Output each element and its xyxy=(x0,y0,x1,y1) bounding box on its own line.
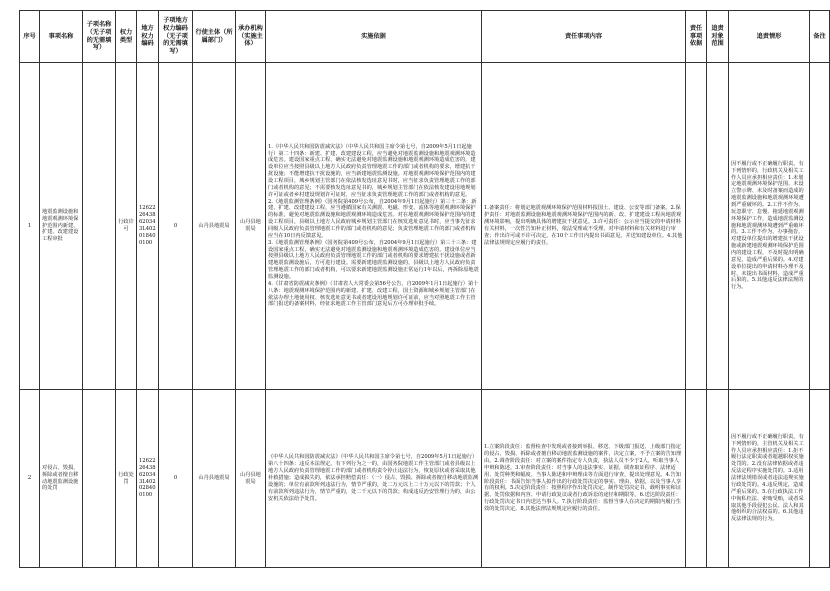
header-remark: 备注 xyxy=(810,11,830,63)
header-duty-basis: 责任事项依据 xyxy=(686,11,707,63)
header-power-type: 权力类型 xyxy=(116,11,137,63)
cell-scope xyxy=(707,63,729,390)
cell-remark xyxy=(810,63,830,390)
header-subject: 行使主体（所属部门） xyxy=(193,11,236,63)
cell-sub-code: 0 xyxy=(159,390,193,568)
cell-org: 山丹县地震局 xyxy=(236,63,266,390)
header-local-code: 地方权力编码 xyxy=(137,11,159,63)
header-seq: 序号 xyxy=(20,11,40,63)
header-sub-item: 子项名称（无子项的无需填写） xyxy=(83,11,116,63)
cell-duty: 1.备案责任：将划定地震观测环境保护范围材料报国土、建设、公安等部门备案。2.保护责任：对地震监测设施和地震观测环境保护范围内的新、改、扩建建设工程向地震观测环境影响，提出明确具体的增建抗干扰意见。3.许可责任：公示应当提交的申请材料有关材料，一次性告知补正材料，依法受理或不受理，对申请材料和有关材料进行审查；作出许可或不许可决定。在10个工作日内提出书面意见，并送知建设单位。4.其他法律法规规定应履行的责任。 xyxy=(482,63,686,390)
cell-sub-code: 0 xyxy=(159,63,193,390)
power-list-table xyxy=(19,10,830,568)
cell-situation: 因不履行或不正确履行职责，有下列情形的，主管机关及相关工作人员应承担相应责任：1.拒不履行法定职责或者超越职权实施处罚的。2.没有法律依据或者违反法定程序实施处罚的。3.适用法律法规错误或者违法违规实施行政处罚的。4.违反规定，造成严重后果的。5.在行政执法工作中徇私枉法、索贿受贿，或者采取其他手段侵犯公民、法人和其他组织的合法权益的。6.其他违反法律法规的行为。 xyxy=(729,390,810,568)
cell-seq: 1 xyxy=(20,63,40,390)
header-sub-code: 子项地方权力编码（无子项的无需填写） xyxy=(159,11,193,63)
cell-remark xyxy=(810,390,830,568)
header-situation: 追责情形 xyxy=(729,11,810,63)
cell-local-code: 1262226438620343L402018400100 xyxy=(137,63,159,390)
cell-item-name: 地震监测设施和地震观测环境保护范围内新建、扩建、改建建设工程审批 xyxy=(40,63,83,390)
cell-item-name: 对侵占、毁损、拆除或者擅自移动地震监测设施的处罚 xyxy=(40,390,83,568)
cell-subject: 山丹县地震局 xyxy=(193,63,236,390)
cell-scope xyxy=(707,390,729,568)
header-basis: 实施依据 xyxy=(266,11,482,63)
table-row xyxy=(20,390,830,568)
cell-duty-basis xyxy=(686,63,707,390)
cell-duty-basis xyxy=(686,390,707,568)
cell-basis: 1.《中华人民共和国防震减灾法》（中华人民共和国主席令第七号，自2009年5月1日起施行）第二十四条：新建、扩建、改建建设工程，应当避免对地震监测设施和地震观测环境造成危害。建设国家重点工程，确实无法避免对地震监测设施和地震观测环境造成危害的，建设单位应当按照县级以上地方人民政府负责管理地震工作的部门或者机构的要求，增建抗干扰设施；不能增建抗干扰设施的，应当新建地震监测设施。对地震观测环境保护范围内的建设工程项目，城乡规划主管部门在依法核发选址意见书时，应当征求负责管理地震工作的部门或者机构的意见；不需要核发选址意见书的，城乡规划主管部门在依法核发建设用地规划许可证或者乡村建设规划许可证时，应当征求负责管理地震工作的部门或者机构的意见。 2.《地震监测管理条例》（国务院第409号公布，自2004年9月1日起施行）第三十二条：新建、扩建、改建建设工程，应当遵循国家有关测震、电磁、形变、流体等地震观测环境保护的标准，避免对地震监测设施和地震观测环境造成危害。对在地震观测环境保护范围内的建设工程项目，县级以上地方人民政府城乡规划主管部门在核发选址意见书时，应当事先征求同级人民政府负责管理地震工作的部门或者机构的意见；负责管理地震工作的部门或者机构应当在10日内反馈意见。 3.《地震监测管理条例》（国务院第409号公布，自2004年9月1日起施行）第三十三条：建设国家重点工程，确实无法避免对地震监测设施和地震观测环境造成危害的，建设单位应当按照县级以上地方人民政府负责管理地震工作的部门或者机构的要求增建抗干扰设施或者新建地震监测设施后，方可进行建设。需要新建地震监测设施的，县级以上地方人民政府负责管理地震工作的部门或者机构，可以要求新建地震监测设施正常运行1年以后，再拆除原地震监测设施。 4.《甘肃省防震减灾条例》（甘肃省人大常委会第56号公告，自2009年1月1日起施行）第十八条：地震观测环境保护范围内的新建、扩建、改建工程，国土资源和城乡规划主管部门在依法办理土地使用权、核发选址意见书或者建设用地规划许可证前，应当对照地震工作主管部门报送的备案材料，经征求地震工作主管部门意见后方可办理审批手续。 xyxy=(266,63,482,390)
cell-sub-item xyxy=(83,390,116,568)
cell-subject: 山丹县地震局 xyxy=(193,390,236,568)
cell-seq: 2 xyxy=(20,390,40,568)
cell-local-code: 1262226438620343L402028400100 xyxy=(137,390,159,568)
header-duty: 责任事项内容 xyxy=(482,11,686,63)
header-scope: 追责对象范围 xyxy=(707,11,729,63)
table-row xyxy=(20,63,830,390)
cell-basis: 《中华人民共和国防震减灾法》（中华人民共和国主席令第七号，自2009年5月1日起施行）第八十四条：违反本法规定，有下列行为之一的，由国务院地震工作主管部门或者县级以上地方人民政府负责管理地震工作的部门或者机构责令停止违法行为，恢复原状或者采取其他补救措施；造成损失的，依法承担赔偿责任：（一）侵占、毁损、拆除或者擅自移动地震监测设施的；单位有前款所列违法行为，情节严重的，处二万元以上二十万元以下的罚款；个人有前款所列违法行为，情节严重的，处二千元以下的罚款；构成违反治安管理行为的，由公安机关依法给予处罚。 xyxy=(266,390,482,568)
header-org: 承办机构（实施主体） xyxy=(236,11,266,63)
cell-org: 山丹县地震局 xyxy=(236,390,266,568)
cell-situation: 因不履行或不正确履行职责，有下列情形的，行政机关及相关工作人员应承担相应责任：1.未划定地震观测环境保护范围、未设立警示牌、未及时备案而造成的地震监测设施和地震观测环境遭到严重破坏的。2.工作不作为、玩忽职守、怠慢、拖延地震观测环境保护工作，造成地震监测设施和地震观测环境遭到严重破坏的。3.工作不作为，办事拖沓，对建设单位提出的增建抗干扰设施或新建地震观测环境保护范围内的建设工程，不及时提出明确意见，造成严重后果的。4.对建设单位提出的申请材料办理不及时，未提出书面材料，造成严重后果的。5.其他违反法律法规的行为。 xyxy=(729,63,810,390)
cell-sub-item xyxy=(83,63,116,390)
header-item-name: 事项名称 xyxy=(40,11,83,63)
cell-duty: 1.立案阶段责任：监督检查中发现或者接到举报、移送、下级部门报送、上级部门指定的侵占、毁损、拆除或者擅自移动地震监测设施的案件，决定立案，不予立案的告知理由。2.调查阶段责任：对立案的案件指定专人负责，执法人员不少于2人，听取当事人申辩和陈述。3.审查阶段责任：对当事人的违法事实、证据、调查取证程序、法律适用、处罚种类和幅度、当事人陈述和申辩理由等方面进行审查，提出处理意见。4.告知阶段责任：书面告知当事人拟作出的行政处罚决定的事实、理由、依据，以及当事人享有的权利。5.决定阶段责任：按照程序作出处罚决定，制作处罚决定书，载明事实和证据、处罚依据和内容、申请行政复议或者行政诉讼的途径和期限等。6.送达阶段责任：行政处罚决定书日内送达当事人。7.执行阶段责任：监督当事人在决定的期限内履行生效的处罚决定。8.其他法律法规规定应履行的责任。 xyxy=(482,390,686,568)
cell-power-type: 行政许可 xyxy=(116,63,137,390)
cell-power-type: 行政处罚 xyxy=(116,390,137,568)
header-row xyxy=(20,11,830,63)
